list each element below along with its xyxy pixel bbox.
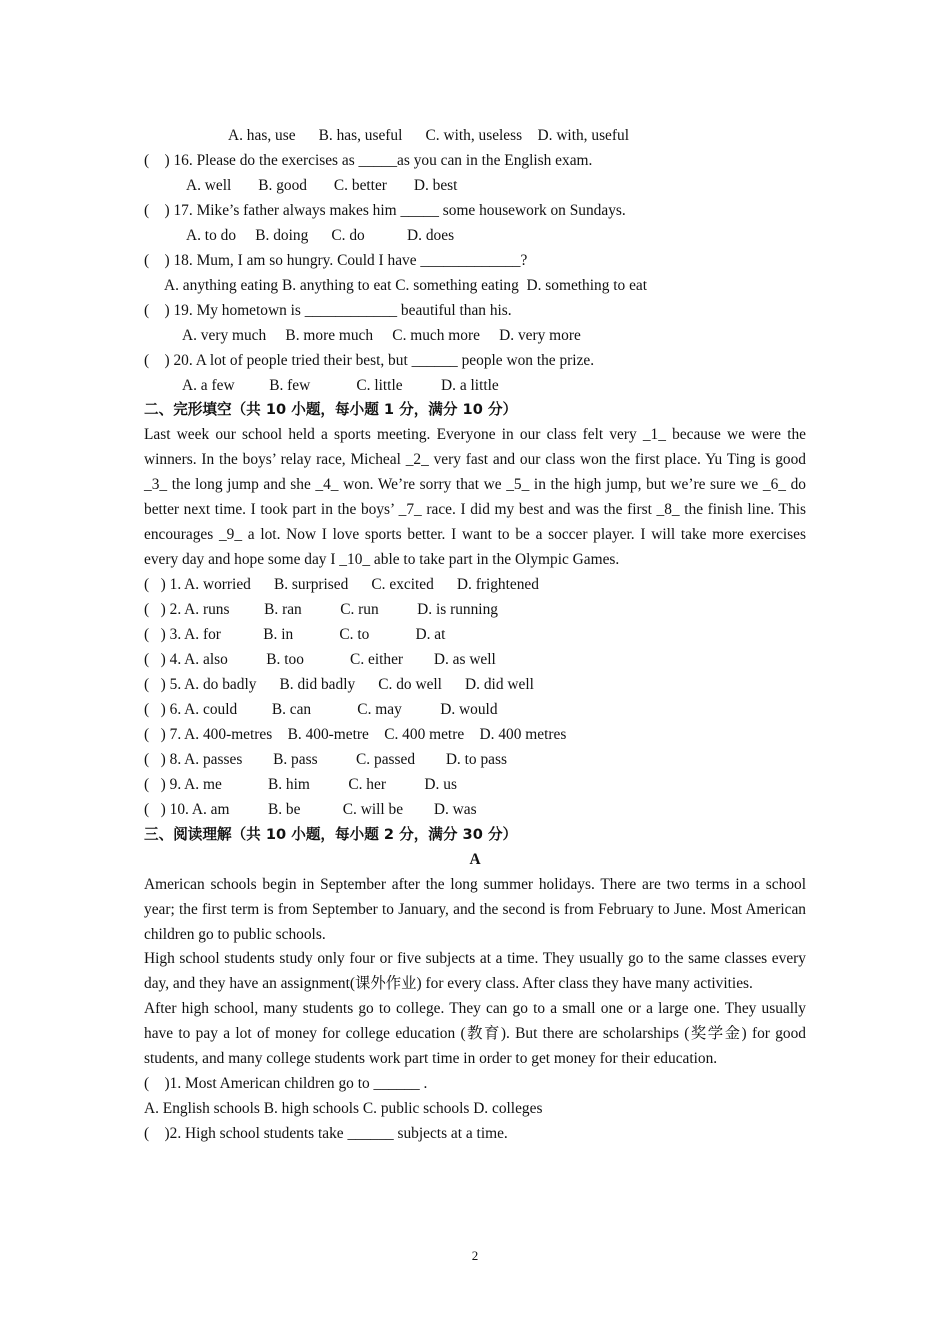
cloze-item-4: ( ) 4. A. also B. too C. either D. as well bbox=[144, 651, 496, 669]
q20-options: A. a few B. few C. little D. a little bbox=[182, 376, 499, 394]
reading-q2: ( )2. High school students take ______ subjects at a time. bbox=[144, 1125, 508, 1143]
page-number: 2 bbox=[471, 1248, 479, 1263]
q19-options: A. very much B. more much C. much more D. very more bbox=[182, 326, 581, 344]
cloze-item-2: ( ) 2. A. runs B. ran C. run D. is running bbox=[144, 601, 498, 619]
reading-q1: ( )1. Most American children go to ______ . bbox=[144, 1075, 428, 1093]
cloze-item-5: ( ) 5. A. do badly B. did badly C. do well D. did well bbox=[144, 675, 534, 693]
reading-para-3: After high school, many students go to college. They can go to a small one or a large one. They usually have to pay a lot of money for college education (教育). But there are scholarships (奖学金) for good students, and many college students work part time in order to get money for their education. bbox=[144, 1000, 806, 1068]
q17-options: A. to do B. doing C. do D. does bbox=[186, 226, 455, 244]
cloze-passage: Last week our school held a sports meeting. Everyone in our class felt very _1_ because we were the winners. In the boys’ relay race, Micheal _2_ very fast and our class won the first place. Yu Ting is good _3_ the long jump and she _4_ won. We’re sorry that we _5_ in the high jump, but we’re sure we _6_ do better next time. I took part in the boys’ _7_ race. I did my best and was the first _8_ the finish line. This encourages _9_ a lot. Now I love sports better. I want to be a soccer player. I will take more exercises every day and hope some day I _10_ able to take part in the Olympic Games. bbox=[144, 426, 806, 569]
reading-heading: 三、阅读理解（共 10 小题，每小题 2 分，满分 30 分） bbox=[144, 825, 518, 843]
cloze-item-10: ( ) 10. A. am B. be C. will be D. was bbox=[144, 800, 477, 818]
exam-page bbox=[144, 124, 806, 1147]
cloze-item-1: ( ) 1. A. worried B. surprised C. excited D. frightened bbox=[144, 576, 539, 594]
reading-section-label: A bbox=[469, 850, 481, 868]
reading-q1-options: A. English schools B. high schools C. public schools D. colleges bbox=[144, 1100, 543, 1118]
reading-para-2: High school students study only four or five subjects at a time. They usually go to the same classes every day, and they have an assignment(课外作业) for every class. After class they have many activities. bbox=[144, 950, 806, 993]
q20: ( ) 20. A lot of people tried their best, but ______ people won the prize. bbox=[144, 351, 595, 369]
q15-options: A. has, use B. has, useful C. with, useless D. with, useful bbox=[228, 127, 629, 144]
q16-options: A. well B. good C. better D. best bbox=[186, 176, 458, 194]
cloze-item-8: ( ) 8. A. passes B. pass C. passed D. to pass bbox=[144, 750, 507, 768]
q17: ( ) 17. Mike’s father always makes him _____ some housework on Sundays. bbox=[144, 201, 626, 219]
cloze-heading: 二、完形填空（共 10 小题，每小题 1 分，满分 10 分） bbox=[144, 401, 518, 419]
reading-para-1: American schools begin in September after the long summer holidays. There are two terms in a school year; the first term is from September to January, and the second is from February to June. Most American children go to public schools. bbox=[144, 875, 806, 943]
q18-options: A. anything eating B. anything to eat C. something eating D. something to eat bbox=[164, 276, 648, 294]
q18: ( ) 18. Mum, I am so hungry. Could I have _____________? bbox=[144, 251, 528, 269]
cloze-item-6: ( ) 6. A. could B. can C. may D. would bbox=[144, 700, 498, 718]
cloze-item-7: ( ) 7. A. 400-metres B. 400-metre C. 400 metre D. 400 metres bbox=[144, 725, 567, 743]
q19: ( ) 19. My hometown is ____________ beautiful than his. bbox=[144, 301, 512, 319]
cloze-item-3: ( ) 3. A. for B. in C. to D. at bbox=[144, 626, 446, 644]
q16: ( ) 16. Please do the exercises as _____as you can in the English exam. bbox=[144, 151, 593, 169]
cloze-item-9: ( ) 9. A. me B. him C. her D. us bbox=[144, 775, 457, 793]
